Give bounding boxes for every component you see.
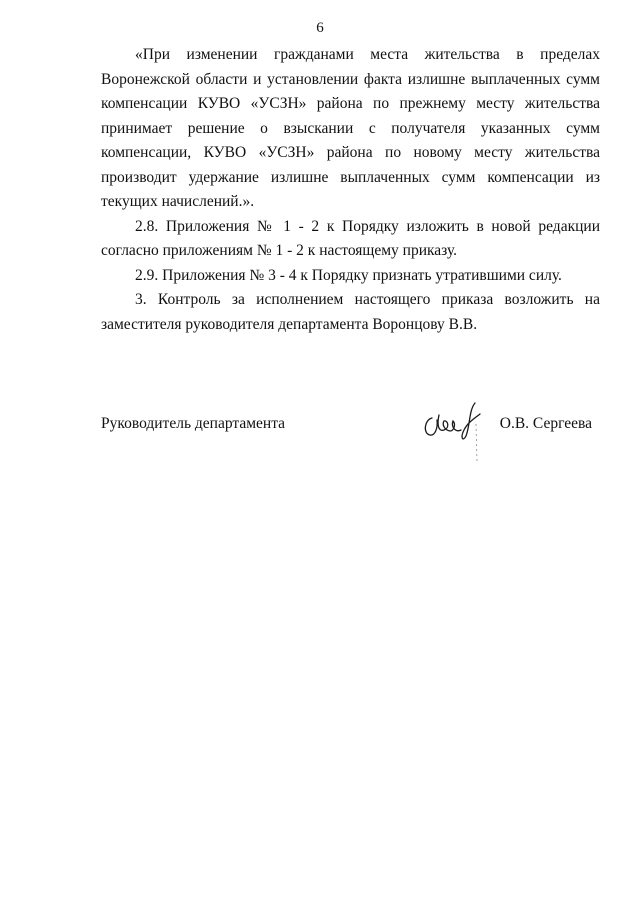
handwritten-signature	[420, 400, 492, 464]
document-body	[101, 43, 600, 337]
paragraph-3: 3. Контроль за исполнением настоящего приказа возложить на заместителя руководителя департамента Воронцову В.В.	[101, 291, 600, 333]
signature-block	[101, 400, 600, 470]
paragraph-2-8: 2.8. Приложения № 1 - 2 к Порядку изложить в новой редакции согласно приложениям № 1 - 2 к настоящему приказу.	[101, 217, 600, 259]
signer-position: Руководитель департамента	[101, 415, 286, 432]
signer-name: О.В. Сергеева	[499, 415, 592, 432]
paragraph-quoted-amendment: «При изменении гражданами места жительства в пределах Воронежской области и установлении факта излишне выплаченных сумм компенсации КУВО «УСЗН» района по прежнему месту жительства принимает решение о взыскании с получателя указанных сумм компенсации, КУВО «УСЗН» района по новому месту жительства производит удержание излишне выплаченных сумм компенсации из текущих начислений.».	[101, 46, 600, 210]
paragraph-2-9: 2.9. Приложения № 3 - 4 к Порядку признать утратившими силу.	[135, 266, 562, 284]
page-number: 6	[316, 20, 324, 36]
